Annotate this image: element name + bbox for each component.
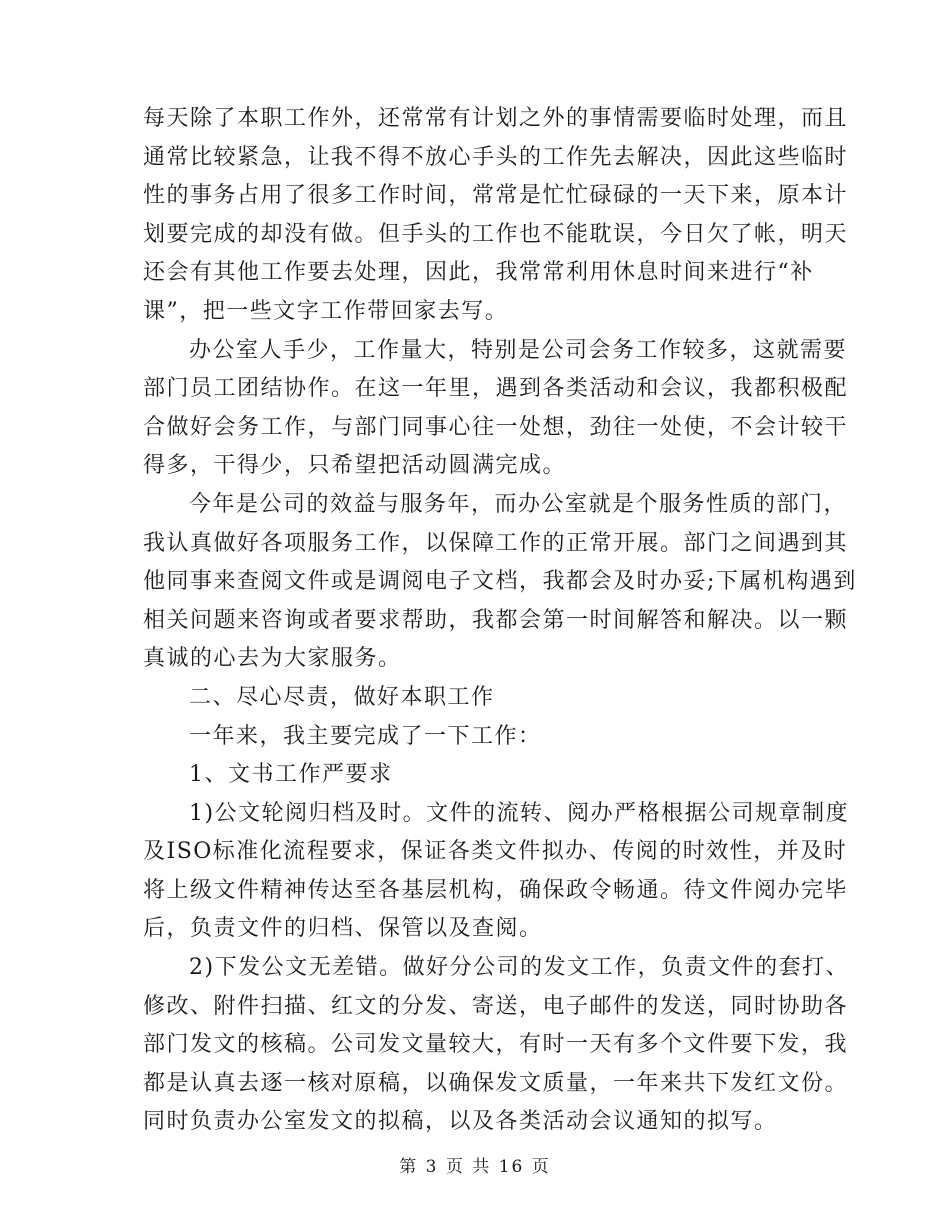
- text-line: 我认真做好各项服务工作，以保障工作的正常开展。部门之间遇到其: [143, 530, 849, 556]
- text-line: 部门发文的核稿。公司发文量较大，有时一天有多个文件要下发，我: [143, 1032, 849, 1058]
- text-line: 得多，干得少，只希望把活动圆满完成。: [143, 453, 567, 479]
- text-line: 划要完成的却没有做。但手头的工作也不能耽误，今日欠了帐，明天: [143, 221, 849, 247]
- text-line: 都是认真去逐一核对原稿，以确保发文质量，一年来共下发红文份。: [143, 1070, 849, 1096]
- text-line: 课”，把一些文字工作带回家去写。: [143, 298, 509, 324]
- text-line: 每天除了本职工作外，还常常有计划之外的事情需要临时处理，而且: [143, 106, 849, 131]
- text-line: 还会有其他工作要去处理，因此，我常常利用休息时间来进行“补: [143, 260, 814, 286]
- text-line: 合做好会务工作，与部门同事心往一处想，劲往一处使，不会计较干: [143, 414, 849, 440]
- section-heading: 二、尽心尽责，做好本职工作: [189, 684, 495, 710]
- text-line: 性的事务占用了很多工作时间，常常是忙忙碌碌的一天下来，原本计: [143, 183, 849, 209]
- text-line: 他同事来查阅文件或是调阅电子文档，我都会及时办妥;下属机构遇到: [143, 569, 857, 595]
- text-line: 通常比较紧急，让我不得不放心手头的工作先去解决，因此这些临时: [143, 144, 849, 170]
- subsection-heading: 1、文书工作严要求: [189, 762, 393, 788]
- text-line: 同时负责办公室发文的拟稿，以及各类活动会议通知的拟写。: [143, 1109, 778, 1135]
- text-line: 后，负责文件的归档、保管以及查阅。: [143, 916, 543, 942]
- paragraph-start-line: 办公室人手少，工作量大，特别是公司会务工作较多，这就需要: [189, 337, 848, 363]
- text-line: 部门员工团结协作。在这一年里，遇到各类活动和会议，我都积极配: [143, 376, 849, 402]
- paragraph-start-line: 2)下发公文无差错。做好分公司的发文工作，负责文件的套打、: [189, 955, 850, 981]
- text-line: 将上级文件精神传达至各基层机构，确保政令畅通。待文件阅办完毕: [143, 877, 849, 903]
- text-line: 相关问题来咨询或者要求帮助，我都会第一时间解答和解决。以一颗: [143, 607, 849, 633]
- paragraph-start-line: 1)公文轮阅归档及时。文件的流转、阅办严格根据公司规章制度: [189, 800, 850, 826]
- text-line: 修改、附件扫描、红文的分发、寄送，电子邮件的发送，同时协助各: [143, 993, 849, 1019]
- page-number-footer: 第 3 页 共 16 页: [399, 1157, 551, 1177]
- text-line: 真诚的心去为大家服务。: [143, 646, 402, 672]
- body-text: [143, 100, 857, 1142]
- text-line: 及ISO标准化流程要求，保证各类文件拟办、传阅的时效性，并及时: [143, 839, 848, 865]
- paragraph-start-line: 今年是公司的效益与服务年，而办公室就是个服务性质的部门，: [189, 491, 848, 517]
- paragraph-start-line: 一年来，我主要完成了一下工作：: [189, 723, 542, 749]
